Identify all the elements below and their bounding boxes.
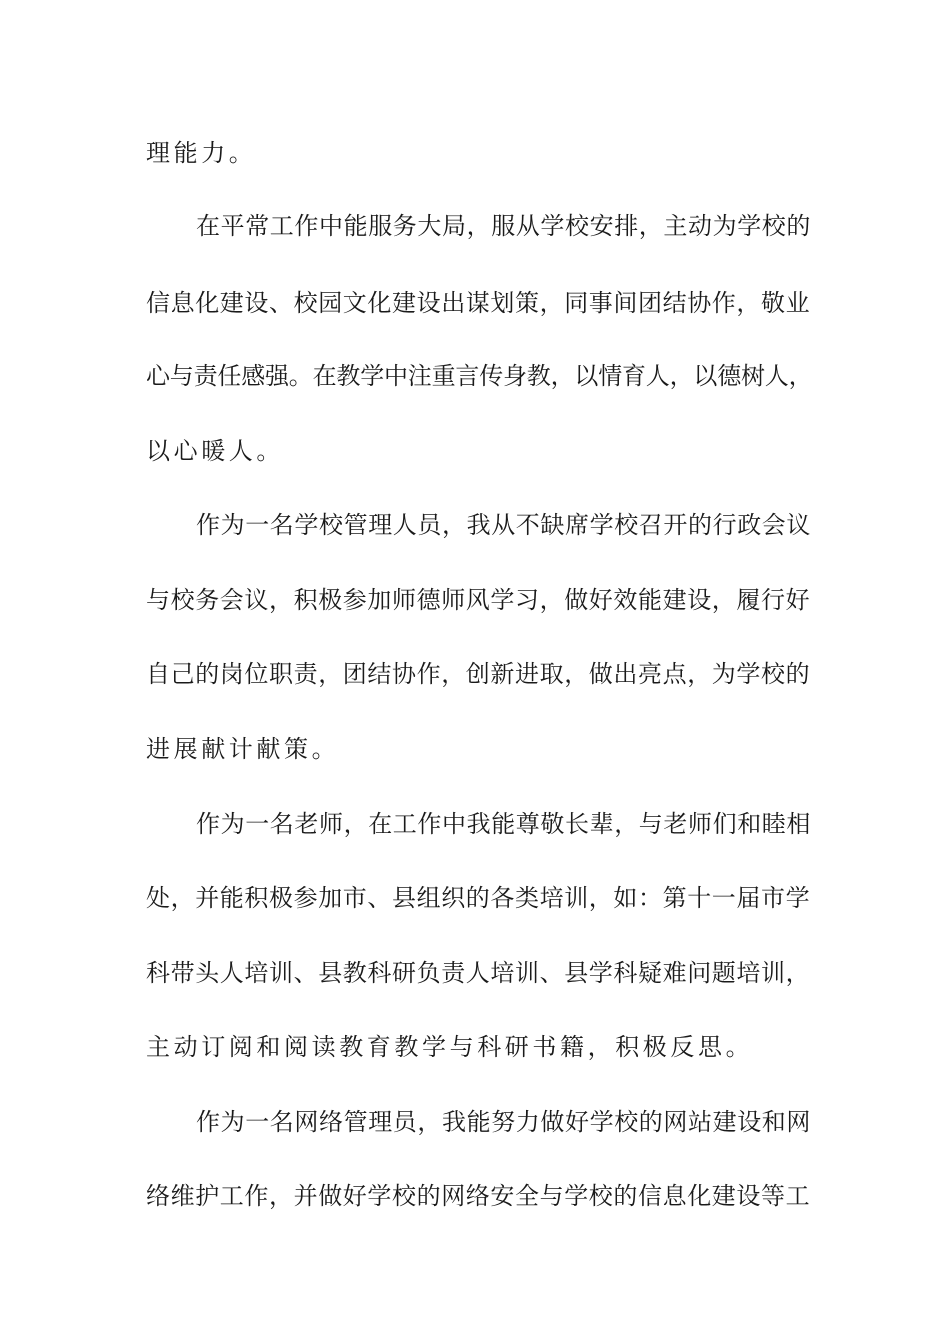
text-line: 以心暖人。: [146, 437, 284, 465]
text-line: 心与责任感强。在教学中注重言传身教，以情育人，以德树人，: [146, 362, 813, 390]
text-line: 与校务会议，积极参加师德师风学习，做好效能建设，履行好: [146, 586, 811, 614]
text-line: 处，并能积极参加市、县组织的各类培训，如：第十一届市学: [146, 884, 811, 912]
text-line: 作为一名老师，在工作中我能尊敬长辈，与老师们和睦相: [196, 810, 811, 838]
text-line: 主动订阅和阅读教育教学与科研书籍，积极反思。: [146, 1033, 754, 1061]
text-line: 络维护工作，并做好学校的网络安全与学校的信息化建设等工: [146, 1182, 811, 1210]
text-line: 理能力。: [146, 139, 257, 167]
text-line: 科带头人培训、县教科研负责人培训、县学科疑难问题培训，: [146, 959, 811, 987]
text-line: 作为一名网络管理员，我能努力做好学校的网站建设和网: [196, 1108, 811, 1136]
text-line: 信息化建设、校园文化建设出谋划策，同事间团结协作，敬业: [146, 289, 811, 317]
text-line: 作为一名学校管理人员，我从不缺席学校召开的行政会议: [196, 511, 811, 539]
text-line: 进展献计献策。: [146, 735, 340, 763]
text-line: 在平常工作中能服务大局，服从学校安排，主动为学校的: [196, 212, 811, 240]
text-line: 自己的岗位职责，团结协作，创新进取，做出亮点，为学校的: [146, 660, 811, 688]
